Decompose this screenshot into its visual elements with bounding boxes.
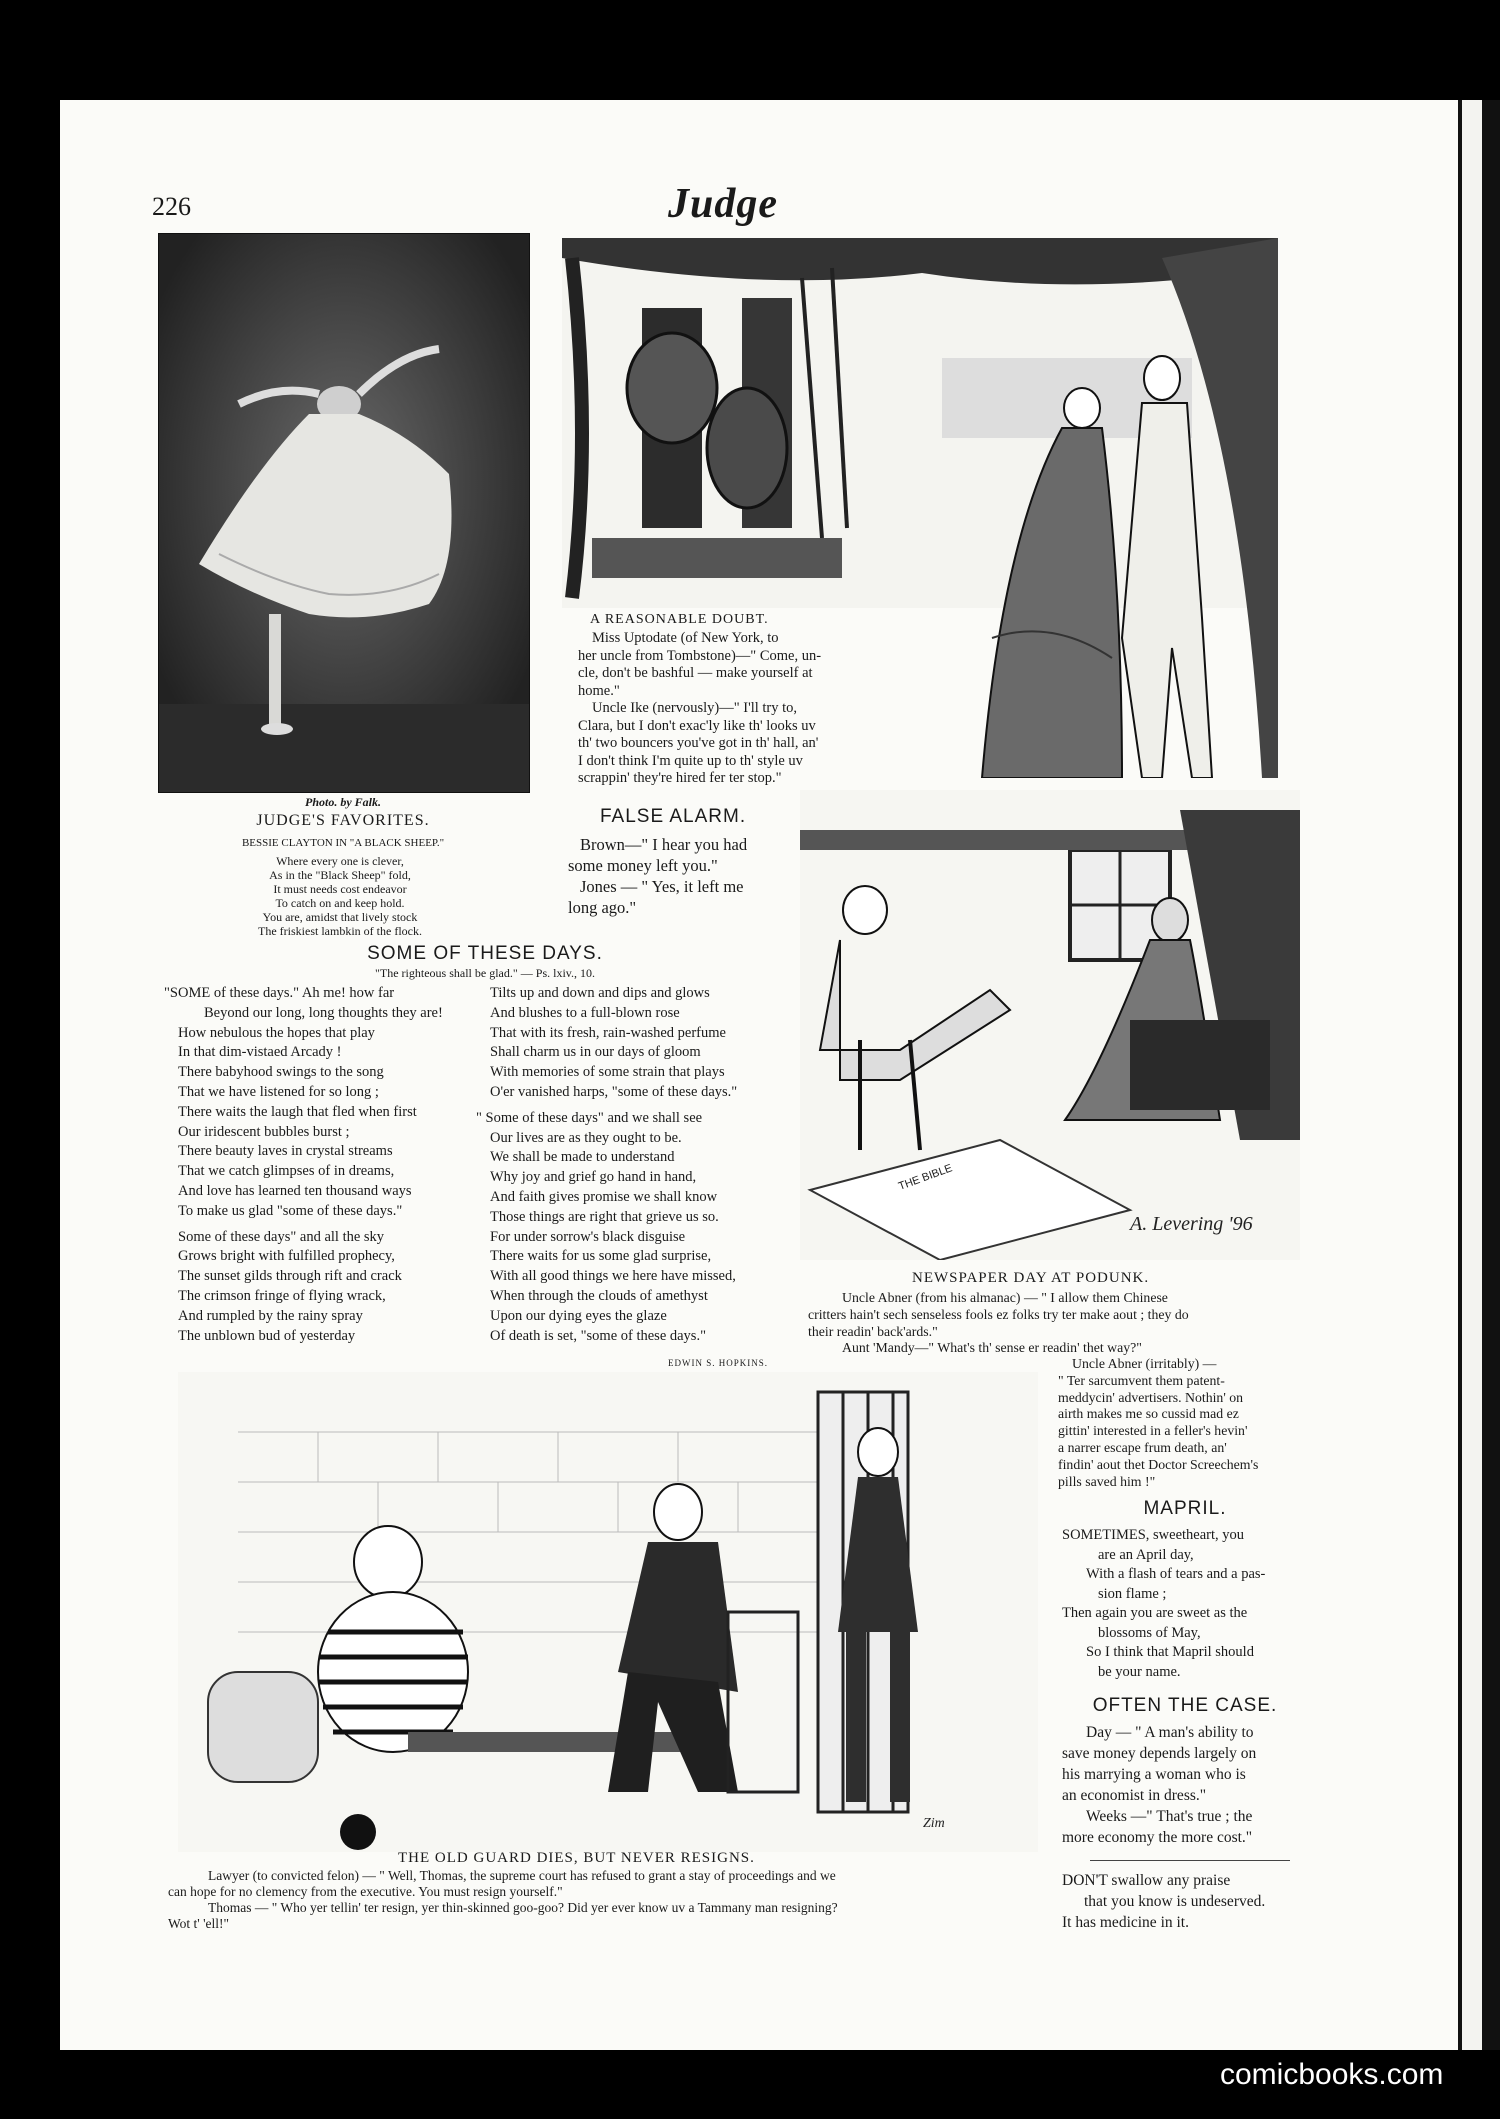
verse-line: It must needs cost endeavor (273, 882, 407, 896)
mapril-title: MAPRIL. (1143, 1498, 1227, 1519)
old-guard-title: THE OLD GUARD DIES, BUT NEVER RESIGNS. (398, 1850, 755, 1866)
text-line: cle, don't be bashful — make yourself at (578, 665, 813, 681)
old-guard-text (168, 1868, 1048, 1932)
poem-line: When through the clouds of amethyst (490, 1287, 708, 1304)
poem-line: Grows bright with fulfilled prophecy, (178, 1248, 395, 1265)
poem-line: Shall charm us in our days of gloom (490, 1044, 701, 1061)
poem-line: In that dim-vistaed Arcady ! (178, 1044, 342, 1061)
photo-subtitle: BESSIE CLAYTON IN "A BLACK SHEEP." (241, 837, 445, 849)
text-line: Uncle Abner (irritably) — (1072, 1356, 1217, 1371)
often-the-case-text (1062, 1722, 1312, 1848)
text-line: " Ter sarcumvent them patent- (1058, 1372, 1225, 1388)
poem-line: Our iridescent bubbles burst ; (178, 1123, 350, 1140)
text-line: Then again you are sweet as the (1062, 1605, 1248, 1621)
poem-author: EDWIN S. HOPKINS. (668, 1358, 768, 1368)
photo-credit: Photo. by Falk. (304, 795, 381, 809)
poem-line: Those things are right that grieve us so. (490, 1208, 719, 1225)
text-line: Day — " A man's ability to (1086, 1724, 1254, 1741)
poem-line: And blushes to a full-blown rose (490, 1004, 680, 1021)
text-line: their readin' back'ards." (808, 1323, 938, 1339)
text-line: her uncle from Tombstone)—" Come, un- (578, 647, 822, 664)
text-line: meddycin' advertisers. Nothin' on (1058, 1389, 1244, 1405)
poem-line: How nebulous the hopes that play (178, 1024, 375, 1041)
text-line: an economist in dress." (1062, 1787, 1207, 1804)
text-line: save money depends largely on (1062, 1745, 1257, 1762)
poem-line: " Some of these days" and we shall see (476, 1109, 703, 1126)
text-line: Miss Uptodate (of New York, to (592, 630, 779, 646)
text-line: sion flame ; (1098, 1585, 1167, 1602)
verse-line: As in the "Black Sheep" fold, (269, 868, 411, 882)
text-line: Thomas — " Who yer tellin' ter resign, yer thin-skinned goo-goo? Did yer ever know uv a Tammany man resigning? (208, 1900, 838, 1915)
poem-line: And rumpled by the rainy spray (178, 1307, 363, 1324)
newspaper-day-text (808, 1290, 1308, 1357)
text-line: Wot t' 'ell!" (168, 1916, 230, 1931)
text-line: Weeks —" That's true ; the (1086, 1808, 1253, 1825)
text-line: airth makes me so cussid mad ez (1058, 1406, 1239, 1422)
poem-line: Some of these days" and all the sky (178, 1228, 385, 1245)
text-line: SOMETIMES, sweetheart, you (1062, 1527, 1245, 1543)
text-line: Uncle Ike (nervously)—" I'll try to, (592, 700, 798, 716)
watermark: comicbooks.com (1220, 2058, 1444, 2091)
text-line: Brown—" I hear you had (580, 835, 748, 854)
poem-line: There beauty laves in crystal streams (178, 1143, 393, 1160)
text-line: So I think that Mapril should (1086, 1644, 1254, 1660)
text-line: Uncle Abner (from his almanac) — " I allow them Chinese (842, 1290, 1168, 1305)
reasonable-doubt-title: A REASONABLE DOUBT. (590, 612, 769, 627)
text-line: scrappin' they're hired fer ter stop." (578, 770, 782, 786)
poem-epigraph: "The righteous shall be glad." — Ps. lxiv., 10. (375, 966, 595, 980)
text-line: gittin' interested in a feller's hevin' (1058, 1423, 1248, 1439)
often-the-case-title: OFTEN THE CASE. (1092, 1695, 1278, 1716)
text-line: more economy the more cost." (1062, 1829, 1253, 1846)
text-line: pills saved him !" (1058, 1473, 1156, 1489)
poem-line: Why joy and grief go hand in hand, (490, 1169, 697, 1186)
dancer-photo (158, 233, 530, 793)
mapril-text (1062, 1526, 1312, 1682)
poem-line: "SOME of these days." Ah me! how far (164, 985, 395, 1001)
dancer-figure (159, 234, 529, 792)
newspaper-day-title: NEWSPAPER DAY AT PODUNK. (912, 1270, 1150, 1286)
poem-line: We shall be made to understand (490, 1149, 675, 1166)
verse-line: The friskiest lambkin of the flock. (258, 924, 422, 938)
verse-line: To catch on and keep hold. (275, 896, 405, 910)
text-line: It has medicine in it. (1062, 1914, 1189, 1931)
photo-verse (190, 854, 490, 938)
newspaper-day-text-right (1058, 1356, 1308, 1490)
text-line: th' two bouncers you've got in th' hall, an' (578, 735, 819, 751)
paper-label: THE BIBLE (896, 1162, 954, 1193)
verse-line: You are, amidst that lively stock (262, 910, 418, 924)
poem-line: That we catch glimpses of in dreams, (178, 1163, 395, 1180)
text-line: DON'T swallow any praise (1062, 1872, 1231, 1889)
text-line: some money left you." (568, 856, 718, 875)
verse-line: Where every one is clever, (276, 854, 404, 868)
masthead-logo: Judge (668, 181, 778, 227)
text-line: blossoms of May, (1098, 1624, 1201, 1641)
text-line: Lawyer (to convicted felon) — " Well, Thomas, the supreme court has refused to grant a stay of proceedings and we (208, 1868, 836, 1883)
poem-line: To make us glad "some of these days." (178, 1202, 403, 1219)
poem-line: There waits the laugh that fled when first (178, 1103, 417, 1120)
photo-title: JUDGE'S FAVORITES. (256, 812, 430, 829)
poem-line: That we have listened for so long ; (178, 1083, 379, 1100)
artist-signature: Zim (923, 1816, 945, 1831)
text-line: can hope for no clemency from the executive. You must resign yourself." (168, 1884, 563, 1899)
text-line: long ago." (568, 898, 637, 917)
text-line: be your name. (1098, 1663, 1181, 1680)
poem-line: For under sorrow's black disguise (490, 1228, 686, 1245)
old-guard-illustration (178, 1372, 1038, 1852)
poem-line: Beyond our long, long thoughts they are! (204, 1004, 443, 1021)
text-line: his marrying a woman who is (1062, 1766, 1246, 1783)
poem-line: That with its fresh, rain-washed perfume (490, 1024, 726, 1041)
text-line: With a flash of tears and a pas- (1086, 1566, 1266, 1582)
text-line: Aunt 'Mandy—" What's th' sense er readin' thet way?" (842, 1340, 1142, 1356)
poem-line: Our lives are as they ought to be. (490, 1129, 682, 1146)
false-alarm-text (568, 834, 798, 918)
text-line: critters hain't sech senseless fools ez folks try ter make aout ; they do (808, 1306, 1189, 1322)
poem-line: The crimson fringe of flying wrack, (178, 1287, 386, 1304)
poem-line: There waits for us some glad surprise, (490, 1248, 712, 1265)
page-edge (1458, 100, 1500, 2050)
poem-line: The unblown bud of yesterday (178, 1327, 356, 1344)
poem-line: With memories of some strain that plays (490, 1064, 725, 1081)
text-line: home." (578, 682, 620, 699)
text-line: a narrer escape frum death, an' (1058, 1439, 1227, 1455)
artist-signature: A. Levering '96 (1130, 1213, 1253, 1235)
text-line: Jones — " Yes, it left me (580, 877, 744, 896)
poem-line: With all good things we here have missed, (490, 1268, 736, 1285)
poem-column-2 (476, 984, 806, 1346)
text-line: are an April day, (1098, 1546, 1194, 1563)
text-line: findin' aout thet Doctor Screechem's (1058, 1456, 1259, 1472)
poem-title: SOME OF THESE DAYS. (367, 943, 603, 964)
reasonable-doubt-text (578, 630, 878, 788)
false-alarm-title: FALSE ALARM. (600, 806, 747, 827)
poem-line: There babyhood swings to the song (178, 1064, 384, 1081)
poem-line: The sunset gilds through rift and crack (178, 1268, 402, 1285)
poem-line: Of death is set, "some of these days." (490, 1327, 706, 1344)
poem-line: And love has learned ten thousand ways (178, 1182, 412, 1199)
poem-column-1 (164, 984, 484, 1346)
page-number: 226 (152, 192, 191, 221)
divider (1090, 1860, 1290, 1861)
text-line: Clara, but I don't exac'ly like th' looks uv (578, 717, 816, 734)
poem-line: And faith gives promise we shall know (490, 1188, 718, 1205)
poem-line: Tilts up and down and dips and glows (490, 985, 710, 1001)
poem-line: Upon our dying eyes the glaze (490, 1307, 667, 1324)
newspaper-day-illustration (800, 790, 1300, 1260)
poem-line: O'er vanished harps, "some of these days." (490, 1083, 738, 1100)
text-line: I don't think I'm quite up to th' style uv (578, 752, 803, 769)
text-line: that you know is undeserved. (1084, 1893, 1266, 1910)
praise-text (1062, 1870, 1312, 1933)
